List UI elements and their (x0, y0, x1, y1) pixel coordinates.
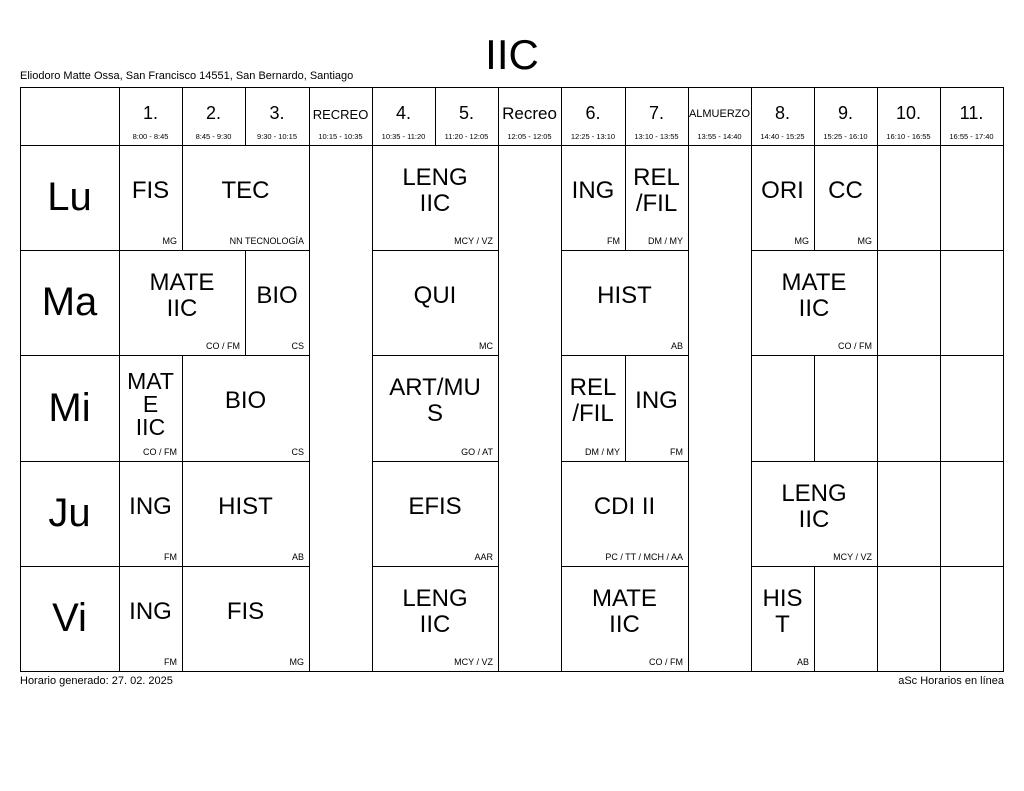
subject-label: HIST (218, 492, 273, 520)
period-header (561, 87, 625, 145)
teacher-label: NN TECNOLOGÍA (229, 236, 304, 246)
lesson-cell (372, 145, 498, 250)
lesson-border (372, 461, 373, 566)
generated-date: Horario generado: 27. 02. 2025 (20, 675, 173, 687)
lesson-border (119, 250, 246, 251)
subject-label: HIST (597, 281, 652, 309)
lesson-border (751, 250, 752, 355)
lesson-border (309, 566, 310, 672)
teacher-label: GO / AT (461, 447, 493, 457)
teacher-label: MCY / VZ (454, 657, 493, 667)
lesson-border (877, 145, 878, 250)
period-time: 13:55 - 14:40 (697, 132, 742, 141)
period-time: 8:45 - 9:30 (195, 132, 232, 141)
lesson-border (372, 250, 373, 355)
period-header (309, 87, 372, 145)
lesson-border (877, 355, 878, 461)
lesson-border (1003, 566, 1004, 672)
lesson-border (625, 145, 626, 250)
lesson-border (561, 461, 689, 462)
subject-label: REL /FIL (633, 163, 680, 217)
lesson-cell (561, 566, 688, 671)
lesson-border (1003, 250, 1004, 356)
lesson-cell (940, 250, 1003, 355)
lesson-border (561, 145, 626, 146)
lesson-border (561, 355, 626, 356)
subject-label: CC (828, 176, 863, 204)
lesson-border (814, 566, 815, 671)
day-row-divider (20, 461, 119, 462)
subject-label: ING (635, 387, 678, 414)
header-column-divider (814, 87, 815, 145)
lesson-border (940, 566, 941, 671)
lesson-border (940, 671, 1004, 672)
teacher-label: FM (607, 236, 620, 246)
lesson-border (940, 355, 1004, 356)
day-label: Lu (47, 175, 92, 219)
lesson-border (1003, 145, 1004, 251)
lesson-border (561, 355, 562, 461)
period-header (877, 87, 940, 145)
day-label-cell (20, 250, 119, 355)
lesson-cell (119, 461, 182, 566)
period-time: 16:10 - 16:55 (886, 132, 931, 141)
lesson-border (309, 355, 310, 462)
lesson-border (309, 145, 310, 251)
day-label: Ma (41, 280, 98, 324)
lesson-border (877, 145, 941, 146)
lesson-border (561, 250, 689, 251)
lesson-border (309, 250, 310, 356)
lesson-border (119, 566, 120, 671)
header-column-divider (688, 87, 689, 145)
lesson-border (877, 461, 878, 566)
teacher-label: CO / FM (838, 341, 872, 351)
lesson-cell (751, 566, 814, 671)
period-time: 16:55 - 17:40 (949, 132, 994, 141)
timetable-title: IIC (485, 31, 539, 78)
lesson-cell (877, 145, 940, 250)
teacher-label: AAR (474, 552, 493, 562)
subject-label: ING (571, 176, 615, 204)
lesson-border (688, 145, 689, 251)
period-time: 14:40 - 15:25 (760, 132, 805, 141)
subject-label: ING (129, 597, 172, 625)
lesson-border (625, 355, 689, 356)
subject-label: FIS (131, 176, 170, 204)
header-column-divider (751, 87, 752, 145)
lesson-cell (877, 566, 940, 671)
lesson-border (119, 145, 120, 250)
lesson-cell (625, 355, 688, 461)
day-label-cell (20, 145, 119, 250)
period-label: 5. (458, 103, 474, 123)
lesson-border (814, 671, 878, 672)
lesson-cell (119, 566, 182, 671)
period-label: 11. (959, 103, 984, 123)
lesson-border (1003, 461, 1004, 567)
teacher-label: MC (479, 341, 493, 351)
lesson-border (877, 671, 941, 672)
lesson-border (814, 145, 815, 250)
lesson-border (119, 461, 120, 566)
lesson-border (372, 145, 373, 250)
lesson-cell (814, 566, 877, 671)
teacher-label: MCY / VZ (454, 236, 493, 246)
subject-label: BIO (256, 281, 298, 309)
lesson-border (498, 566, 499, 672)
lesson-cell (877, 250, 940, 355)
day-row-divider (20, 250, 119, 251)
subject-label: LENG IIC (402, 584, 468, 638)
period-label: RECREO (312, 107, 369, 122)
lesson-border (119, 671, 183, 672)
period-header (435, 87, 498, 145)
lesson-cell (561, 145, 625, 250)
subject-label: LENG IIC (402, 163, 468, 217)
teacher-label: AB (291, 552, 304, 562)
lesson-border (372, 355, 499, 356)
lesson-border (561, 566, 562, 671)
lesson-border (119, 250, 120, 355)
lesson-border (372, 355, 373, 461)
period-label: 3. (269, 103, 285, 123)
day-label: Vi (52, 596, 87, 640)
period-time: 13:10 - 13:55 (634, 132, 679, 141)
header-column-divider (498, 87, 499, 145)
teacher-label: PC / TT / MCH / AA (605, 552, 683, 562)
lesson-border (751, 145, 815, 146)
lesson-cell (182, 566, 309, 671)
subject-label (940, 250, 1003, 341)
lesson-border (182, 355, 183, 461)
period-label: ALMUERZO (688, 108, 751, 120)
lesson-cell (119, 145, 182, 250)
lesson-cell (940, 566, 1003, 671)
lesson-border (940, 250, 941, 355)
lesson-cell (940, 355, 1003, 461)
lesson-border (245, 250, 310, 251)
lesson-border (561, 250, 562, 355)
lesson-border (182, 566, 183, 671)
period-header (751, 87, 814, 145)
lesson-border (372, 671, 499, 672)
subject-label: CDI II (593, 492, 656, 520)
lesson-cell (751, 145, 814, 250)
teacher-label: CS (291, 447, 304, 457)
period-header (245, 87, 309, 145)
period-label: 9. (837, 103, 853, 123)
lesson-border (498, 355, 499, 462)
lesson-cell (751, 355, 814, 461)
subject-label: BIO (224, 387, 267, 414)
period-label: 2. (205, 103, 221, 123)
subject-label (877, 355, 940, 447)
subject-label: MAT E IIC (127, 367, 174, 440)
lesson-border (751, 250, 878, 251)
teacher-label: MG (857, 236, 872, 246)
lesson-border (940, 250, 1004, 251)
subject-label (940, 566, 1003, 657)
lesson-border (940, 145, 1004, 146)
app-credit: aSc Horarios en línea (898, 675, 1004, 687)
lesson-cell (940, 461, 1003, 566)
lesson-border (940, 566, 1004, 567)
lesson-border (688, 355, 689, 462)
lesson-border (372, 566, 499, 567)
lesson-border (119, 461, 183, 462)
teacher-label: AB (796, 657, 809, 667)
lesson-border (688, 250, 689, 356)
lesson-border (877, 566, 878, 671)
lesson-border (940, 461, 1004, 462)
subject-label (940, 461, 1003, 552)
header-column-divider (309, 87, 310, 145)
subject-label: ING (129, 492, 172, 520)
period-time: 15:25 - 16:10 (823, 132, 868, 141)
lesson-border (877, 250, 878, 355)
header-column-divider (245, 87, 246, 145)
lesson-cell (372, 355, 498, 461)
period-time: 11:20 - 12:05 (444, 132, 489, 141)
lesson-cell (814, 145, 877, 250)
teacher-label: FM (670, 447, 683, 457)
lesson-cell (561, 461, 688, 566)
lesson-cell (182, 355, 309, 461)
day-label-cell (20, 355, 119, 461)
lesson-border (751, 461, 752, 566)
lesson-border (182, 145, 310, 146)
teacher-label: CO / FM (649, 657, 683, 667)
lesson-border (940, 145, 941, 250)
lesson-cell (119, 250, 245, 355)
lesson-border (561, 671, 689, 672)
period-time: 10:35 - 11:20 (381, 132, 426, 141)
header-column-divider (372, 87, 373, 145)
subject-label (814, 566, 877, 657)
teacher-label: CO / FM (143, 447, 177, 457)
period-label: 8. (774, 103, 790, 123)
teacher-label: AB (670, 341, 683, 351)
header-column-divider (625, 87, 626, 145)
lesson-border (372, 250, 499, 251)
lesson-border (119, 355, 120, 461)
lesson-border (751, 566, 752, 671)
subject-label: MATE IIC (149, 268, 215, 322)
lesson-border (877, 355, 941, 356)
lesson-border (119, 355, 183, 356)
subject-label: FIS (226, 597, 265, 625)
subject-label: ORI (761, 176, 804, 204)
subject-label: MATE IIC (781, 268, 847, 322)
subject-label (940, 355, 1003, 447)
lesson-cell (119, 355, 182, 461)
period-time: 12:25 - 13:10 (570, 132, 616, 141)
lesson-border (182, 145, 183, 250)
period-label: 4. (395, 103, 411, 123)
teacher-label: MCY / VZ (833, 552, 872, 562)
lesson-cell (814, 355, 877, 461)
school-address: Eliodoro Matte Ossa, San Francisco 14551, San Bernardo, Santiago (20, 70, 354, 82)
lesson-cell (561, 250, 688, 355)
lesson-cell (245, 250, 309, 355)
subject-label: REL /FIL (569, 374, 617, 427)
lesson-border (751, 566, 815, 567)
lesson-border (625, 145, 689, 146)
header-column-divider (182, 87, 183, 145)
lesson-border (751, 145, 752, 250)
subject-label: LENG IIC (781, 479, 847, 533)
period-time: 10:15 - 10:35 (318, 132, 363, 141)
lesson-border (751, 355, 752, 461)
lesson-border (751, 671, 815, 672)
lesson-cell (940, 145, 1003, 250)
period-header (119, 87, 182, 145)
teacher-label: DM / MY (648, 236, 683, 246)
lesson-border (498, 250, 499, 356)
period-header (182, 87, 245, 145)
teacher-label: DM / MY (585, 447, 620, 457)
lesson-border (119, 566, 183, 567)
day-label: Ju (48, 491, 91, 535)
period-label: Recreo (502, 104, 557, 123)
subject-label: ART/MU S (389, 374, 481, 427)
lesson-border (814, 145, 878, 146)
lesson-border (498, 145, 499, 251)
period-label: 6. (585, 103, 601, 123)
period-header (498, 87, 561, 145)
teacher-label: MG (162, 236, 177, 246)
lesson-border (877, 461, 941, 462)
period-label: 7. (648, 103, 664, 123)
subject-label (814, 355, 877, 447)
lesson-border (182, 461, 183, 566)
period-header (814, 87, 877, 145)
lesson-cell (751, 461, 877, 566)
period-time: 8:00 - 8:45 (132, 132, 169, 141)
period-header (372, 87, 435, 145)
lesson-border (877, 250, 941, 251)
period-time: 9:30 - 10:15 (256, 132, 298, 141)
subject-label: EFIS (408, 492, 462, 520)
period-header (688, 87, 751, 145)
lesson-border (688, 566, 689, 672)
lesson-cell (372, 566, 498, 671)
header-column-divider (877, 87, 878, 145)
day-row-divider (20, 566, 119, 567)
period-label: 1. (142, 103, 158, 123)
lesson-cell (182, 461, 309, 566)
lesson-border (688, 461, 689, 567)
subject-label (877, 250, 940, 341)
day-label-cell (20, 461, 119, 566)
header-column-divider (561, 87, 562, 145)
day-label-cell (20, 566, 119, 671)
lesson-border (182, 566, 310, 567)
lesson-border (561, 461, 562, 566)
lesson-cell (877, 355, 940, 461)
period-label: 10. (895, 103, 922, 123)
day-label: Mi (48, 385, 91, 430)
lesson-border (814, 355, 878, 356)
lesson-cell (182, 145, 309, 250)
lesson-border (751, 355, 815, 356)
lesson-border (119, 145, 183, 146)
subject-label (877, 145, 940, 236)
day-row-divider (20, 355, 119, 356)
lesson-border (245, 250, 246, 355)
lesson-border (372, 145, 499, 146)
lesson-border (182, 355, 310, 356)
lesson-cell (372, 461, 498, 566)
subject-label: HIS T (762, 584, 803, 638)
lesson-border (309, 461, 310, 567)
header-column-divider (435, 87, 436, 145)
lesson-border (182, 671, 310, 672)
lesson-cell (625, 145, 688, 250)
subject-label: MATE IIC (592, 584, 657, 638)
lesson-border (877, 566, 941, 567)
lesson-border (182, 461, 310, 462)
subject-label (751, 355, 814, 447)
lesson-cell (372, 250, 498, 355)
lesson-border (498, 461, 499, 567)
period-header (625, 87, 688, 145)
lesson-border (372, 566, 373, 671)
subject-label (940, 145, 1003, 236)
lesson-border (625, 355, 626, 461)
lesson-border (561, 566, 689, 567)
lesson-border (1003, 355, 1004, 462)
lesson-border (372, 461, 499, 462)
teacher-label: MG (289, 657, 304, 667)
period-time: 12:05 - 12:05 (507, 132, 552, 141)
subject-label (877, 566, 940, 657)
lesson-cell (877, 461, 940, 566)
teacher-label: CS (291, 341, 304, 351)
subject-label: QUI (413, 281, 457, 309)
header-column-divider (940, 87, 941, 145)
lesson-border (814, 566, 878, 567)
lesson-border (940, 355, 941, 461)
lesson-border (814, 355, 815, 461)
teacher-label: FM (164, 657, 177, 667)
lesson-border (940, 461, 941, 566)
teacher-label: MG (794, 236, 809, 246)
lesson-cell (751, 250, 877, 355)
teacher-label: FM (164, 552, 177, 562)
subject-label: TEC (221, 176, 270, 204)
lesson-cell (561, 355, 625, 461)
lesson-border (561, 145, 562, 250)
period-header (940, 87, 1003, 145)
teacher-label: CO / FM (206, 341, 240, 351)
subject-label (877, 461, 940, 552)
lesson-border (751, 461, 878, 462)
